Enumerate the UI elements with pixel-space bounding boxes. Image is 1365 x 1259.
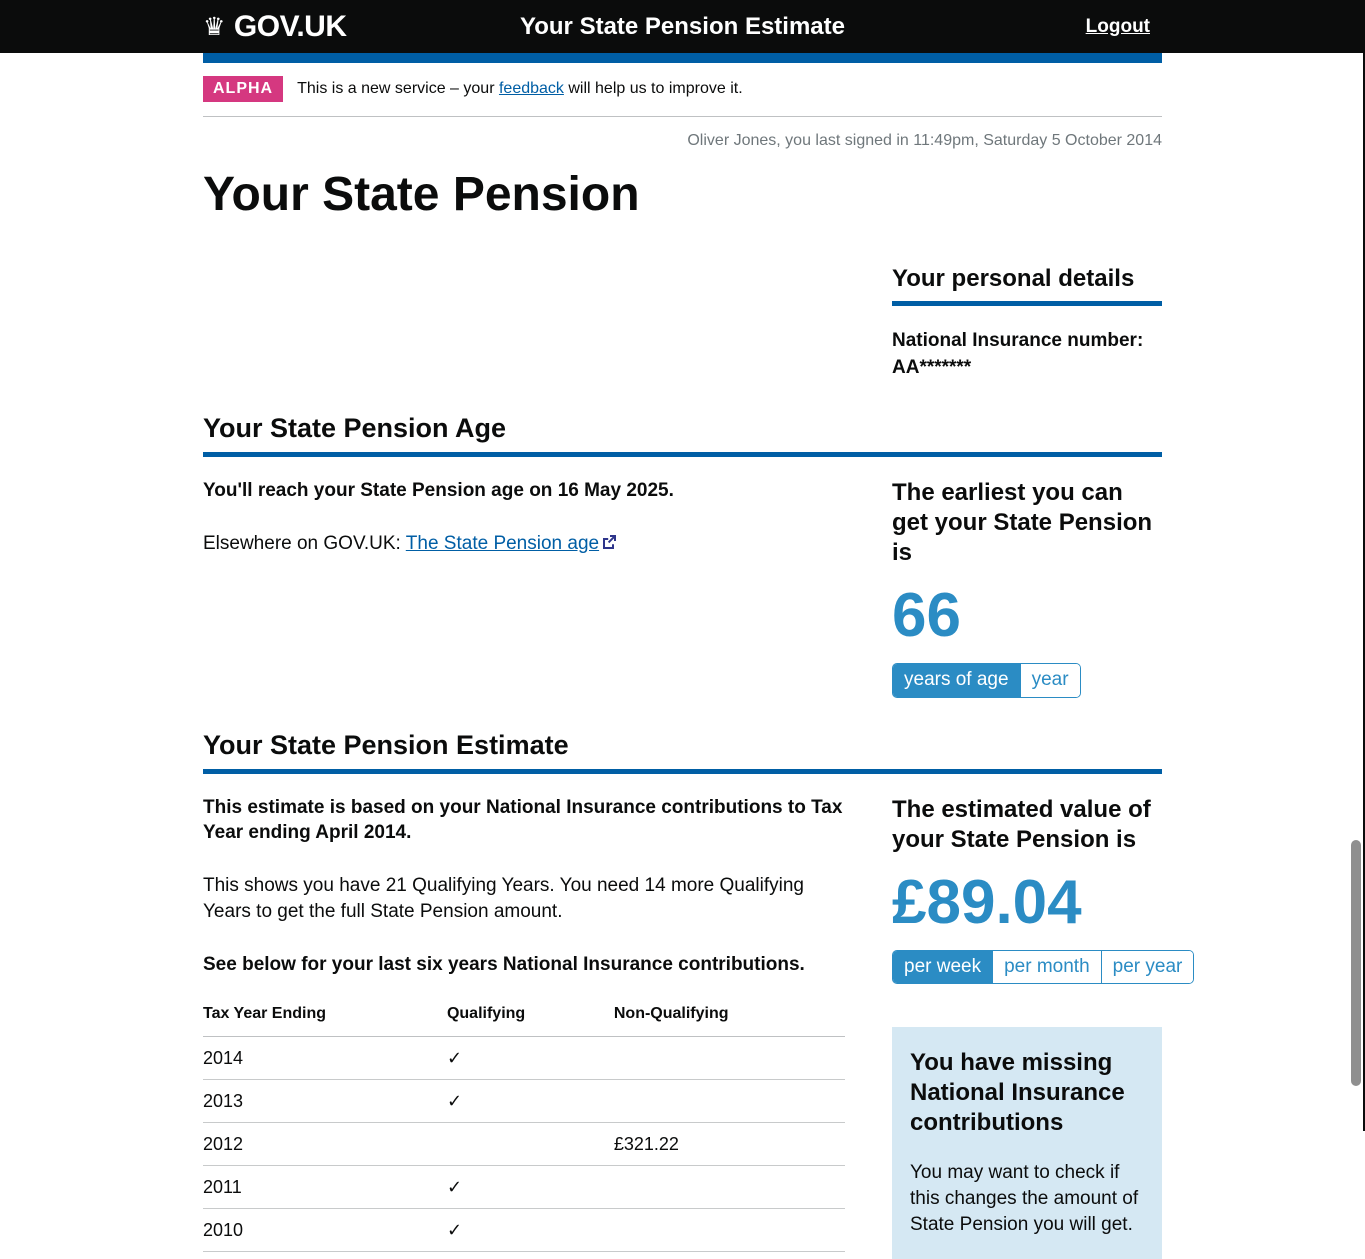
table-row xyxy=(203,1122,845,1165)
pension-age-section xyxy=(203,413,1162,698)
alpha-badge: ALPHA xyxy=(203,76,283,102)
phase-text-before: This is a new service – your xyxy=(297,80,499,97)
qualifying-checkmark xyxy=(447,1122,614,1165)
tax-year-cell: 2013 xyxy=(203,1079,447,1122)
external-link-icon xyxy=(602,531,616,557)
scrollbar-thumb[interactable] xyxy=(1351,840,1361,1086)
tax-year-cell: 2010 xyxy=(203,1208,447,1251)
pension-estimate-heading: Your State Pension Estimate xyxy=(203,730,1162,774)
feedback-link[interactable]: feedback xyxy=(499,80,564,97)
pension-age-value: 66 xyxy=(892,585,1162,647)
qualifying-years-text: This shows you have 21 Qualifying Years. You need 14 more Qualifying Years to get the full State Pension amount. xyxy=(203,873,845,925)
state-pension-age-link[interactable] xyxy=(406,533,599,554)
logout-link[interactable]: Logout xyxy=(1086,16,1150,38)
signed-in-status: Oliver Jones, you last signed in 11:49pm, Saturday 5 October 2014 xyxy=(203,132,1162,150)
personal-details-heading: Your personal details xyxy=(892,264,1162,306)
table-row xyxy=(203,1208,845,1251)
non-qualifying-cell xyxy=(614,1165,845,1208)
elsewhere-label: Elsewhere on GOV.UK: xyxy=(203,533,406,554)
pension-estimate-content xyxy=(203,795,845,1252)
header-tax-year-ending: Tax Year Ending xyxy=(203,1005,447,1037)
table-row xyxy=(203,1079,845,1122)
missing-contributions-text: You may want to check if this changes the amount of State Pension you will get. xyxy=(910,1160,1144,1237)
header-non-qualifying: Non-Qualifying xyxy=(614,1005,845,1037)
govuk-brand-text: GOV.UK xyxy=(234,10,347,44)
qualifying-checkmark: ✓ xyxy=(447,1165,614,1208)
estimated-value-panel xyxy=(892,795,1162,1259)
see-below-text: See below for your last six years National Insurance contributions. xyxy=(203,952,845,978)
pension-age-content xyxy=(203,478,845,584)
tax-year-cell: 2014 xyxy=(203,1036,447,1079)
personal-details-row xyxy=(203,264,1162,380)
toggle-per-year[interactable]: per year xyxy=(1101,951,1194,984)
toggle-year[interactable]: year xyxy=(1020,664,1080,697)
phase-banner-text xyxy=(297,80,743,98)
tax-year-cell: 2012 xyxy=(203,1122,447,1165)
age-unit-toggle xyxy=(892,663,1081,698)
ni-number xyxy=(892,328,1162,380)
amount-period-toggle xyxy=(892,950,1194,985)
earliest-pension-heading: The earliest you can get your State Pension is xyxy=(892,478,1162,568)
state-pension-age-link-text: The State Pension age xyxy=(406,533,599,554)
ni-number-label: National Insurance number: xyxy=(892,330,1143,351)
non-qualifying-cell: £321.22 xyxy=(614,1122,845,1165)
toggle-per-week[interactable]: per week xyxy=(893,951,992,984)
pension-estimate-section xyxy=(203,730,1162,1259)
table-header-row xyxy=(203,1005,845,1037)
estimate-basis-text: This estimate is based on your National Insurance contributions to Tax Year ending April 2014. xyxy=(203,795,845,847)
non-qualifying-cell xyxy=(614,1036,845,1079)
non-qualifying-cell xyxy=(614,1079,845,1122)
qualifying-checkmark: ✓ xyxy=(447,1036,614,1079)
personal-details-panel xyxy=(892,264,1162,380)
ni-contributions-table xyxy=(203,1005,845,1252)
earliest-pension-panel xyxy=(892,478,1162,698)
tax-year-cell: 2011 xyxy=(203,1165,447,1208)
missing-contributions-heading: You have missing National Insurance contributions xyxy=(910,1048,1144,1138)
ni-number-value: AA******* xyxy=(892,357,971,378)
qualifying-checkmark: ✓ xyxy=(447,1208,614,1251)
non-qualifying-cell xyxy=(614,1208,845,1251)
table-row xyxy=(203,1036,845,1079)
header-accent-bar xyxy=(203,53,1162,63)
page-title: Your State Pension xyxy=(203,170,1162,220)
toggle-per-month[interactable]: per month xyxy=(992,951,1101,984)
service-title: Your State Pension Estimate xyxy=(520,13,845,41)
site-header xyxy=(0,0,1365,53)
qualifying-checkmark: ✓ xyxy=(447,1079,614,1122)
pension-amount-value: £89.04 xyxy=(892,872,1162,934)
estimated-value-heading: The estimated value of your State Pension is xyxy=(892,795,1162,855)
elsewhere-text xyxy=(203,531,845,557)
phase-text-after: will help us to improve it. xyxy=(564,80,743,97)
pension-age-date-text: You'll reach your State Pension age on 16 May 2025. xyxy=(203,478,845,504)
missing-contributions-box xyxy=(892,1027,1162,1258)
pension-age-heading: Your State Pension Age xyxy=(203,413,1162,457)
toggle-years-of-age[interactable]: years of age xyxy=(893,664,1020,697)
table-row xyxy=(203,1165,845,1208)
govuk-logo[interactable] xyxy=(203,10,347,44)
phase-banner xyxy=(203,63,1162,117)
header-qualifying: Qualifying xyxy=(447,1005,614,1037)
crown-icon: ♛ xyxy=(203,14,225,39)
